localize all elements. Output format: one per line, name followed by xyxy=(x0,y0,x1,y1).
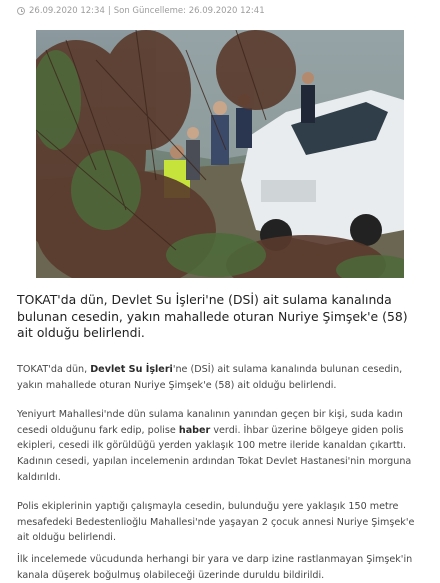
link-devlet-su-isleri[interactable]: Devlet Su İşleri xyxy=(90,364,173,375)
article-paragraph-4: İlk incelemede vücudunda herhangi bir yara ve darp izine rastlanmayan Şimşek'in kanala düşerek boğulmuş olabileceği üzerinde duruldu bildirildi. xyxy=(17,553,413,581)
article-paragraph-3: Polis ekiplerinin yaptığı çalışmayla cesedin, bulunduğu yere yaklaşık 150 metre mesafedeki Bedestenlioğlu Mahallesi'nde yaşayan 2 çocuk annesi Nuriye Şimşek'e ait olduğu belirlendi. xyxy=(17,501,415,544)
link-haber[interactable]: haber xyxy=(178,424,211,436)
article-body xyxy=(17,362,427,583)
article-meta xyxy=(17,6,265,16)
news-photo-illustration xyxy=(36,30,404,278)
updated-date: 26.09.2020 12:41 xyxy=(188,6,265,16)
clock-icon xyxy=(17,7,25,15)
updated-label: Son Güncelleme: xyxy=(113,6,187,16)
article-paragraph-2: Yeniyurt Mahallesi'nde dün sulama kanalının yanından geçen bir kişi, suda kadın cesedi olduğunu fark edip, polise haber verdi. İhbar üzerine bölgeye giden polis ekipleri, cesedi ilk görüldüğü yerden yaklaşık 100 metre ileride kanaldan çıkarttı. Kadının cesedi, yapılan incelemenin ardından Tokat Devlet Hastanesi'nin morguna kaldırıldı. xyxy=(17,409,412,483)
article-headline: TOKAT'da dün, Devlet Su İşleri'ne (DSİ) ait sulama kanalında bulunan cesedin, yakın mahallede oturan Nuriye Şimşek'e (58) ait olduğu belirlendi. xyxy=(17,292,408,340)
meta-separator: | xyxy=(107,6,111,16)
published-date: 26.09.2020 12:34 xyxy=(29,6,105,16)
article-paragraph-1: TOKAT'da dün, Devlet Su İşleri'ne (DSİ) ait sulama kanalında bulunan cesedin, yakın mahallede oturan Nuriye Şimşek'e (58) ait olduğu belirlendi. xyxy=(17,364,403,391)
article-photo xyxy=(36,30,404,278)
